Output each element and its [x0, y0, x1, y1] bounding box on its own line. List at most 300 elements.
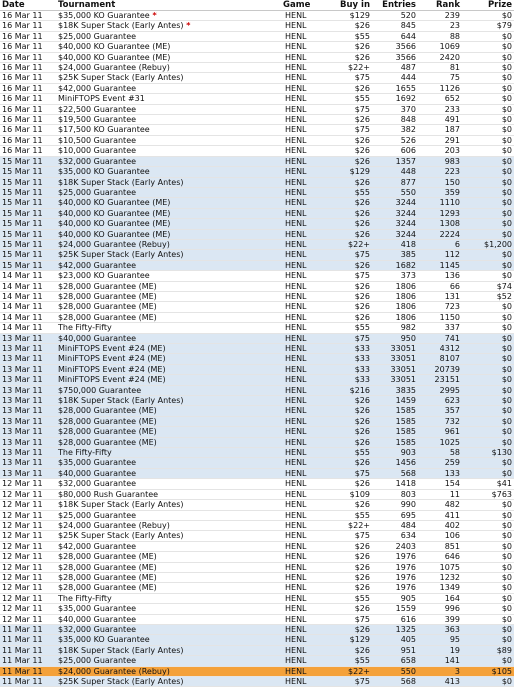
row-prize-text: $0 — [501, 302, 512, 312]
row-tournament[interactable] — [56, 468, 281, 478]
header-entries[interactable]: Entries — [372, 0, 418, 11]
row-tournament[interactable] — [56, 448, 281, 458]
row-rank — [418, 63, 462, 73]
row-entries-text: 1325 — [395, 624, 416, 634]
row-tournament[interactable] — [56, 344, 281, 354]
row-game — [281, 656, 329, 666]
table-row[interactable] — [0, 73, 514, 83]
table-row[interactable] — [0, 500, 514, 510]
row-tournament[interactable] — [56, 677, 281, 687]
row-tournament-text: $28,000 Guarantee (ME) — [58, 572, 157, 582]
row-entries — [372, 11, 418, 21]
row-game-text: HENL — [285, 541, 307, 551]
row-tournament[interactable] — [56, 31, 281, 41]
table-row[interactable] — [0, 83, 514, 93]
row-buy-in — [329, 437, 372, 447]
row-buy-in — [329, 52, 372, 62]
row-prize-text: $0 — [501, 219, 512, 229]
row-tournament[interactable] — [56, 198, 281, 208]
row-tournament[interactable] — [56, 302, 281, 312]
row-game-text: HENL — [285, 198, 307, 208]
row-tournament[interactable] — [56, 94, 281, 104]
row-rank-text: 203 — [444, 146, 460, 156]
row-tournament[interactable] — [56, 177, 281, 187]
header-tournament[interactable]: Tournament — [56, 0, 281, 11]
table-row[interactable] — [0, 156, 514, 166]
row-buy-in — [329, 104, 372, 114]
row-prize — [462, 677, 514, 687]
row-entries — [372, 115, 418, 125]
row-prize-text: $0 — [501, 94, 512, 104]
row-date-text: 11 Mar 11 — [2, 677, 43, 686]
table-row[interactable] — [0, 198, 514, 208]
row-game-text: HENL — [285, 52, 307, 62]
row-prize — [462, 645, 514, 655]
row-tournament[interactable] — [56, 281, 281, 291]
row-tournament[interactable] — [56, 520, 281, 530]
row-tournament-text: $35,000 KO Guarantee — [58, 167, 150, 177]
row-game-text: HENL — [285, 250, 307, 260]
header-rank[interactable]: Rank — [418, 0, 462, 11]
table-row[interactable] — [0, 31, 514, 41]
table-row[interactable] — [0, 572, 514, 582]
row-prize — [462, 125, 514, 135]
table-row[interactable] — [0, 375, 514, 385]
row-prize-text: $0 — [501, 115, 512, 125]
header-date[interactable]: Date — [0, 0, 56, 11]
row-tournament-text: $28,000 Guarantee (ME) — [58, 437, 157, 447]
row-tournament[interactable] — [56, 604, 281, 614]
row-entries — [372, 104, 418, 114]
row-game — [281, 52, 329, 62]
row-tournament[interactable] — [56, 427, 281, 437]
row-tournament[interactable] — [56, 500, 281, 510]
row-entries-text: 1456 — [395, 458, 416, 468]
row-entries — [372, 427, 418, 437]
row-tournament[interactable] — [56, 312, 281, 322]
row-buy-in-text: $22+ — [348, 239, 370, 249]
row-rank — [418, 375, 462, 385]
table-row[interactable] — [0, 468, 514, 478]
row-buy-in — [329, 177, 372, 187]
row-rank-text: 150 — [444, 177, 460, 187]
row-buy-in-text: $26 — [354, 156, 370, 166]
table-row[interactable] — [0, 52, 514, 62]
row-tournament[interactable] — [56, 406, 281, 416]
row-buy-in — [329, 635, 372, 645]
row-rank-text: 259 — [444, 458, 460, 468]
table-row[interactable] — [0, 396, 514, 406]
table-row[interactable] — [0, 94, 514, 104]
table-row[interactable] — [0, 364, 514, 374]
row-entries-text: 658 — [400, 656, 416, 666]
row-rank — [418, 146, 462, 156]
table-row[interactable] — [0, 583, 514, 593]
row-entries-text: 1585 — [395, 437, 416, 447]
row-game-text: HENL — [285, 354, 307, 364]
table-row[interactable] — [0, 624, 514, 634]
row-game — [281, 406, 329, 416]
row-entries — [372, 583, 418, 593]
table-row[interactable] — [0, 541, 514, 551]
table-row[interactable] — [0, 21, 514, 31]
row-game — [281, 115, 329, 125]
row-rank — [418, 656, 462, 666]
row-rank-text: 2995 — [439, 385, 460, 395]
row-buy-in-text: $75 — [354, 271, 370, 281]
table-row[interactable] — [0, 135, 514, 145]
table-row[interactable] — [0, 645, 514, 655]
row-buy-in-text: $26 — [354, 541, 370, 551]
row-date-text: 14 Mar 11 — [2, 271, 43, 281]
row-tournament-text: The Fifty-Fifty — [58, 593, 112, 603]
row-rank — [418, 541, 462, 551]
row-date-text: 13 Mar 11 — [2, 448, 43, 458]
row-date-text: 14 Mar 11 — [2, 291, 43, 301]
row-tournament-text: $25,000 Guarantee — [58, 187, 137, 197]
row-date-text: 12 Mar 11 — [2, 572, 43, 582]
row-prize-text: $0 — [501, 572, 512, 582]
header-game[interactable]: Game — [281, 0, 329, 11]
row-prize-text: $0 — [501, 63, 512, 73]
row-date-text: 15 Mar 11 — [2, 198, 43, 208]
row-game-text: HENL — [285, 562, 307, 572]
table-row[interactable] — [0, 281, 514, 291]
row-tournament[interactable] — [56, 63, 281, 73]
row-buy-in-text: $26 — [354, 583, 370, 593]
row-game — [281, 458, 329, 468]
row-date-text: 12 Mar 11 — [2, 489, 43, 499]
row-game-text: HENL — [285, 635, 307, 645]
row-rank — [418, 83, 462, 93]
row-buy-in — [329, 271, 372, 281]
row-buy-in-text: $26 — [354, 219, 370, 229]
row-tournament[interactable] — [56, 375, 281, 385]
table-row[interactable] — [0, 333, 514, 343]
row-prize — [462, 115, 514, 125]
row-entries — [372, 677, 418, 687]
row-date-text: 15 Mar 11 — [2, 177, 43, 187]
row-tournament[interactable] — [56, 635, 281, 645]
table-row[interactable] — [0, 406, 514, 416]
table-row[interactable] — [0, 11, 514, 21]
row-buy-in-text: $109 — [349, 489, 370, 499]
table-row[interactable] — [0, 427, 514, 437]
row-rank — [418, 219, 462, 229]
row-date-text: 16 Mar 11 — [2, 125, 43, 135]
table-row[interactable] — [0, 323, 514, 333]
row-tournament[interactable] — [56, 208, 281, 218]
row-tournament[interactable] — [56, 479, 281, 489]
header-prize[interactable]: Prize — [462, 0, 514, 11]
table-row[interactable] — [0, 302, 514, 312]
table-row[interactable] — [0, 458, 514, 468]
table-row[interactable] — [0, 593, 514, 603]
row-tournament[interactable] — [56, 260, 281, 270]
table-row[interactable] — [0, 115, 514, 125]
row-game — [281, 520, 329, 530]
row-tournament[interactable] — [56, 11, 281, 21]
row-entries — [372, 291, 418, 301]
row-tournament[interactable] — [56, 21, 281, 31]
row-tournament[interactable] — [56, 167, 281, 177]
row-buy-in-text: $26 — [354, 624, 370, 634]
table-row[interactable] — [0, 250, 514, 260]
row-buy-in — [329, 344, 372, 354]
row-entries-text: 3244 — [395, 208, 416, 218]
row-rank — [418, 645, 462, 655]
row-tournament[interactable] — [56, 354, 281, 364]
row-prize-text: $0 — [501, 510, 512, 520]
row-tournament[interactable] — [56, 125, 281, 135]
row-tournament[interactable] — [56, 364, 281, 374]
row-game-text: HENL — [285, 229, 307, 239]
row-tournament[interactable] — [56, 489, 281, 499]
table-row[interactable] — [0, 167, 514, 177]
row-date-text: 13 Mar 11 — [2, 333, 43, 343]
row-tournament[interactable] — [56, 624, 281, 634]
row-entries-text: 3244 — [395, 229, 416, 239]
row-buy-in-text: $26 — [354, 52, 370, 62]
row-tournament[interactable] — [56, 572, 281, 582]
row-prize — [462, 187, 514, 197]
table-row[interactable] — [0, 125, 514, 135]
row-tournament[interactable] — [56, 437, 281, 447]
row-tournament-text: $25,000 Guarantee — [58, 31, 137, 41]
row-rank-text: 106 — [444, 531, 460, 541]
row-tournament[interactable] — [56, 541, 281, 551]
row-entries — [372, 593, 418, 603]
row-entries — [372, 562, 418, 572]
table-row[interactable] — [0, 520, 514, 530]
row-tournament[interactable] — [56, 510, 281, 520]
row-entries — [372, 500, 418, 510]
row-tournament-text: $28,000 Guarantee (ME) — [58, 427, 157, 437]
row-buy-in — [329, 614, 372, 624]
row-date-text: 15 Mar 11 — [2, 260, 43, 270]
row-tournament[interactable] — [56, 156, 281, 166]
table-row[interactable] — [0, 479, 514, 489]
table-row[interactable] — [0, 187, 514, 197]
row-entries-text: 845 — [400, 21, 416, 31]
row-prize-text: $0 — [501, 552, 512, 562]
row-tournament-text: $18K Super Stack (Early Antes) — [58, 396, 184, 406]
table-row[interactable] — [0, 416, 514, 426]
row-game-text: HENL — [285, 177, 307, 187]
row-rank-text: 359 — [444, 187, 460, 197]
row-buy-in-text: $26 — [354, 604, 370, 614]
row-prize-text: $0 — [501, 624, 512, 634]
table-row[interactable] — [0, 531, 514, 541]
row-buy-in-text: $26 — [354, 146, 370, 156]
row-game — [281, 177, 329, 187]
table-row[interactable] — [0, 437, 514, 447]
row-tournament-text: $19,500 Guarantee — [58, 115, 137, 125]
row-buy-in-text: $75 — [354, 614, 370, 624]
table-row[interactable] — [0, 260, 514, 270]
table-row[interactable] — [0, 177, 514, 187]
table-row[interactable] — [0, 146, 514, 156]
row-tournament[interactable] — [56, 104, 281, 114]
row-rank-text: 961 — [444, 427, 460, 437]
row-rank-text: 1293 — [439, 208, 460, 218]
row-tournament[interactable] — [56, 239, 281, 249]
row-entries-text: 405 — [400, 635, 416, 645]
table-row[interactable] — [0, 489, 514, 499]
table-row[interactable] — [0, 604, 514, 614]
row-date — [0, 42, 56, 52]
row-tournament[interactable] — [56, 73, 281, 83]
row-tournament-text: $32,000 Guarantee — [58, 624, 137, 634]
table-row[interactable] — [0, 354, 514, 364]
row-entries-text: 370 — [400, 104, 416, 114]
row-rank-text: 141 — [444, 656, 460, 666]
row-entries-text: 444 — [400, 73, 416, 83]
row-entries-text: 1682 — [395, 260, 416, 270]
row-game — [281, 11, 329, 21]
row-date-text: 13 Mar 11 — [2, 354, 43, 364]
row-buy-in — [329, 396, 372, 406]
row-tournament[interactable] — [56, 645, 281, 655]
row-tournament[interactable] — [56, 583, 281, 593]
row-game — [281, 42, 329, 52]
row-tournament[interactable] — [56, 250, 281, 260]
star-icon: * — [149, 11, 157, 20]
table-row[interactable] — [0, 635, 514, 645]
row-tournament[interactable] — [56, 614, 281, 624]
row-entries — [372, 21, 418, 31]
row-prize-text: $0 — [501, 250, 512, 260]
row-tournament[interactable] — [56, 146, 281, 156]
row-tournament[interactable] — [56, 562, 281, 572]
row-tournament[interactable] — [56, 271, 281, 281]
table-row[interactable] — [0, 312, 514, 322]
table-row[interactable] — [0, 104, 514, 114]
row-tournament[interactable] — [56, 323, 281, 333]
row-entries-text: 1806 — [395, 281, 416, 291]
row-tournament[interactable] — [56, 219, 281, 229]
row-tournament[interactable] — [56, 416, 281, 426]
row-rank-text: 491 — [444, 115, 460, 125]
row-prize-text: $0 — [501, 468, 512, 478]
row-buy-in — [329, 541, 372, 551]
row-tournament[interactable] — [56, 52, 281, 62]
table-row[interactable] — [0, 614, 514, 624]
row-buy-in — [329, 562, 372, 572]
row-tournament[interactable] — [56, 552, 281, 562]
row-buy-in-text: $129 — [349, 167, 370, 177]
row-buy-in-text: $26 — [354, 260, 370, 270]
row-tournament[interactable] — [56, 666, 281, 676]
table-row[interactable] — [0, 666, 514, 676]
table-row[interactable] — [0, 42, 514, 52]
row-buy-in — [329, 21, 372, 31]
row-entries — [372, 468, 418, 478]
row-date — [0, 333, 56, 343]
row-tournament[interactable] — [56, 291, 281, 301]
row-tournament[interactable] — [56, 42, 281, 52]
row-buy-in-text: $26 — [354, 302, 370, 312]
header-buy-in[interactable]: Buy in — [329, 0, 372, 11]
table-row[interactable] — [0, 271, 514, 281]
table-row[interactable] — [0, 448, 514, 458]
row-tournament[interactable] — [56, 458, 281, 468]
table-row[interactable] — [0, 562, 514, 572]
row-tournament[interactable] — [56, 593, 281, 603]
row-buy-in-text: $75 — [354, 468, 370, 478]
row-tournament[interactable] — [56, 187, 281, 197]
row-date — [0, 572, 56, 582]
row-tournament[interactable] — [56, 656, 281, 666]
row-game-text: HENL — [285, 104, 307, 114]
row-rank — [418, 250, 462, 260]
row-game — [281, 479, 329, 489]
row-tournament[interactable] — [56, 333, 281, 343]
table-row[interactable] — [0, 385, 514, 395]
row-entries — [372, 250, 418, 260]
row-buy-in-text: $26 — [354, 396, 370, 406]
row-date-text: 14 Mar 11 — [2, 281, 43, 291]
row-tournament[interactable] — [56, 531, 281, 541]
row-tournament[interactable] — [56, 115, 281, 125]
row-game — [281, 239, 329, 249]
row-tournament[interactable] — [56, 135, 281, 145]
row-rank — [418, 604, 462, 614]
row-game-text: HENL — [285, 604, 307, 614]
row-buy-in — [329, 11, 372, 21]
table-row[interactable] — [0, 239, 514, 249]
row-date — [0, 531, 56, 541]
table-row[interactable] — [0, 291, 514, 301]
row-prize — [462, 31, 514, 41]
table-row[interactable] — [0, 63, 514, 73]
row-tournament[interactable] — [56, 83, 281, 93]
table-row[interactable] — [0, 229, 514, 239]
row-entries-text: 3835 — [395, 385, 416, 395]
row-prize-text: $0 — [501, 604, 512, 614]
row-rank-text: 402 — [444, 520, 460, 530]
row-rank — [418, 94, 462, 104]
row-tournament-text: $10,500 Guarantee — [58, 135, 137, 145]
table-row[interactable] — [0, 344, 514, 354]
row-prize — [462, 489, 514, 499]
row-tournament-text: $40,000 Guarantee — [58, 468, 137, 478]
table-row[interactable] — [0, 219, 514, 229]
row-entries-text: 3244 — [395, 219, 416, 229]
table-row[interactable] — [0, 510, 514, 520]
row-tournament-text: $25K Super Stack (Early Antes) — [58, 677, 184, 686]
row-date — [0, 468, 56, 478]
row-date — [0, 448, 56, 458]
table-row[interactable] — [0, 552, 514, 562]
row-tournament[interactable] — [56, 385, 281, 395]
row-date — [0, 354, 56, 364]
row-date — [0, 281, 56, 291]
row-entries-text: 448 — [400, 167, 416, 177]
table-row[interactable] — [0, 208, 514, 218]
row-buy-in — [329, 219, 372, 229]
table-row[interactable] — [0, 656, 514, 666]
row-rank — [418, 302, 462, 312]
row-tournament[interactable] — [56, 229, 281, 239]
row-prize-text: $0 — [501, 260, 512, 270]
row-tournament[interactable] — [56, 396, 281, 406]
row-prize — [462, 63, 514, 73]
table-row[interactable] — [0, 677, 514, 687]
row-rank — [418, 416, 462, 426]
row-rank — [418, 271, 462, 281]
row-tournament-text: $32,000 Guarantee — [58, 156, 137, 166]
